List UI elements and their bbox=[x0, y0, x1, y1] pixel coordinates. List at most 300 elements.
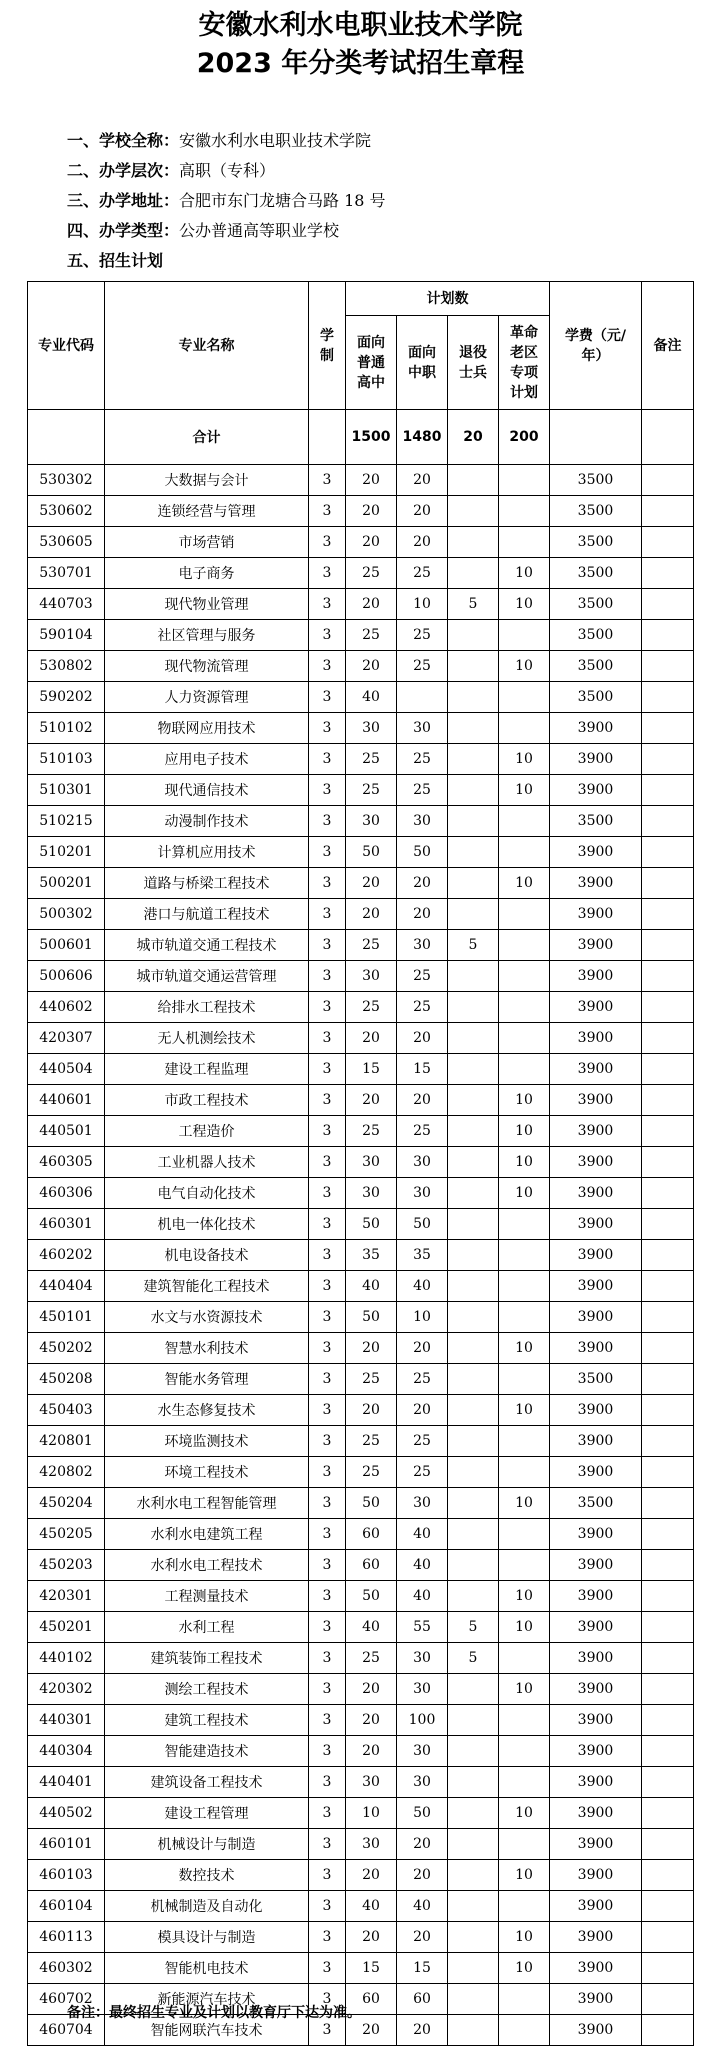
cell-code: 460704 bbox=[28, 2015, 105, 2046]
cell-revolutionary bbox=[499, 930, 550, 961]
cell-revolutionary bbox=[499, 1054, 550, 1085]
cell-vocational: 25 bbox=[397, 651, 448, 682]
cell-fee: 3900 bbox=[550, 775, 642, 806]
cell-major-name: 智能水务管理 bbox=[105, 1364, 309, 1395]
cell-years: 3 bbox=[309, 899, 346, 930]
cell-vocational: 30 bbox=[397, 1643, 448, 1674]
cell-code: 450205 bbox=[28, 1519, 105, 1550]
cell-code: 510102 bbox=[28, 713, 105, 744]
cell-revolutionary bbox=[499, 1023, 550, 1054]
cell-remark bbox=[642, 744, 694, 775]
cell-vocational: 10 bbox=[397, 589, 448, 620]
cell-major-name: 水生态修复技术 bbox=[105, 1395, 309, 1426]
cell-veteran bbox=[448, 651, 499, 682]
cell-veteran bbox=[448, 1395, 499, 1426]
cell-general: 25 bbox=[346, 1643, 397, 1674]
cell-vocational: 25 bbox=[397, 1457, 448, 1488]
cell-revolutionary bbox=[499, 899, 550, 930]
header-plan: 计划数 bbox=[346, 282, 550, 316]
cell-revolutionary: 10 bbox=[499, 558, 550, 589]
table-row bbox=[28, 992, 694, 1023]
cell-years: 3 bbox=[309, 868, 346, 899]
cell-veteran bbox=[448, 1054, 499, 1085]
info-value: 高职（专科） bbox=[179, 161, 276, 180]
cell-revolutionary bbox=[499, 1891, 550, 1922]
cell-code: 420301 bbox=[28, 1581, 105, 1612]
header-name: 专业名称 bbox=[105, 282, 309, 410]
table-row bbox=[28, 1364, 694, 1395]
table-row bbox=[28, 1829, 694, 1860]
cell-code: 460202 bbox=[28, 1240, 105, 1271]
cell-years: 3 bbox=[309, 620, 346, 651]
cell-major-name: 水文与水资源技术 bbox=[105, 1302, 309, 1333]
cell-vocational: 30 bbox=[397, 713, 448, 744]
header-years bbox=[309, 282, 346, 410]
cell-years: 3 bbox=[309, 558, 346, 589]
cell-remark bbox=[642, 1302, 694, 1333]
cell-years: 3 bbox=[309, 1488, 346, 1519]
cell-years: 3 bbox=[309, 1736, 346, 1767]
cell-fee: 3900 bbox=[550, 1147, 642, 1178]
enrollment-plan-table bbox=[27, 281, 694, 2046]
cell-major-name: 新能源汽车技术 bbox=[105, 1984, 309, 2015]
cell-code: 450201 bbox=[28, 1612, 105, 1643]
document-title: 安徽水利水电职业技术学院 bbox=[198, 10, 523, 41]
cell-veteran bbox=[448, 1085, 499, 1116]
cell-general: 20 bbox=[346, 1333, 397, 1364]
table-row bbox=[28, 1519, 694, 1550]
table-row bbox=[28, 806, 694, 837]
cell-revolutionary bbox=[499, 527, 550, 558]
table-row bbox=[28, 1116, 694, 1147]
info-label: 五、招生计划 bbox=[67, 251, 164, 270]
cell-general: 20 bbox=[346, 1860, 397, 1891]
cell-fee: 3900 bbox=[550, 961, 642, 992]
cell-vocational: 20 bbox=[397, 527, 448, 558]
table-row bbox=[28, 1674, 694, 1705]
header-general bbox=[346, 316, 397, 410]
cell-major-name: 社区管理与服务 bbox=[105, 620, 309, 651]
cell-major-name: 现代物流管理 bbox=[105, 651, 309, 682]
cell-code: 500606 bbox=[28, 961, 105, 992]
table-row bbox=[28, 620, 694, 651]
cell-fee: 3500 bbox=[550, 496, 642, 527]
cell-remark bbox=[642, 1736, 694, 1767]
cell-veteran bbox=[448, 1674, 499, 1705]
cell-revolutionary bbox=[499, 682, 550, 713]
table-row bbox=[28, 1457, 694, 1488]
cell-major-name: 道路与桥梁工程技术 bbox=[105, 868, 309, 899]
cell-fee: 3900 bbox=[550, 713, 642, 744]
cell-code: 530701 bbox=[28, 558, 105, 589]
cell-general: 30 bbox=[346, 1147, 397, 1178]
cell-major-name: 建设工程管理 bbox=[105, 1798, 309, 1829]
cell-veteran bbox=[448, 713, 499, 744]
cell-code: 440601 bbox=[28, 1085, 105, 1116]
cell-veteran bbox=[448, 1116, 499, 1147]
cell-fee: 3900 bbox=[550, 1984, 642, 2015]
cell-remark bbox=[642, 589, 694, 620]
cell-revolutionary: 10 bbox=[499, 1116, 550, 1147]
cell-remark bbox=[642, 1581, 694, 1612]
cell-fee: 3900 bbox=[550, 837, 642, 868]
cell-revolutionary: 10 bbox=[499, 1488, 550, 1519]
info-label: 四、办学类型： bbox=[67, 221, 180, 240]
cell-code: 500201 bbox=[28, 868, 105, 899]
cell-vocational: 25 bbox=[397, 620, 448, 651]
cell-years: 3 bbox=[309, 1085, 346, 1116]
cell-veteran bbox=[448, 1891, 499, 1922]
cell-remark bbox=[642, 527, 694, 558]
cell-major-name: 工业机器人技术 bbox=[105, 1147, 309, 1178]
total-vocational: 1480 bbox=[397, 410, 448, 465]
cell-fee: 3900 bbox=[550, 1736, 642, 1767]
cell-remark bbox=[642, 465, 694, 496]
cell-veteran bbox=[448, 1767, 499, 1798]
cell-major-name: 计算机应用技术 bbox=[105, 837, 309, 868]
cell-major-name: 应用电子技术 bbox=[105, 744, 309, 775]
cell-vocational: 20 bbox=[397, 1395, 448, 1426]
cell-vocational: 30 bbox=[397, 806, 448, 837]
cell-remark bbox=[642, 651, 694, 682]
cell-code: 510301 bbox=[28, 775, 105, 806]
cell-general: 50 bbox=[346, 1302, 397, 1333]
cell-general: 30 bbox=[346, 1829, 397, 1860]
cell-vocational: 30 bbox=[397, 1488, 448, 1519]
cell-vocational: 30 bbox=[397, 1674, 448, 1705]
cell-remark bbox=[642, 1457, 694, 1488]
cell-general: 25 bbox=[346, 1116, 397, 1147]
cell-remark bbox=[642, 1612, 694, 1643]
cell-years: 3 bbox=[309, 1023, 346, 1054]
cell-code: 460305 bbox=[28, 1147, 105, 1178]
cell-fee: 3900 bbox=[550, 1767, 642, 1798]
cell-veteran bbox=[448, 527, 499, 558]
cell-years: 3 bbox=[309, 713, 346, 744]
cell-remark bbox=[642, 930, 694, 961]
cell-remark bbox=[642, 1488, 694, 1519]
cell-general: 20 bbox=[346, 1395, 397, 1426]
cell-veteran bbox=[448, 1333, 499, 1364]
cell-revolutionary: 10 bbox=[499, 1612, 550, 1643]
cell-years: 3 bbox=[309, 1395, 346, 1426]
cell-veteran bbox=[448, 1581, 499, 1612]
cell-general: 40 bbox=[346, 1891, 397, 1922]
cell-revolutionary bbox=[499, 1829, 550, 1860]
cell-code: 440502 bbox=[28, 1798, 105, 1829]
cell-vocational: 20 bbox=[397, 868, 448, 899]
cell-fee: 3900 bbox=[550, 744, 642, 775]
cell-code: 440301 bbox=[28, 1705, 105, 1736]
cell-general: 20 bbox=[346, 1674, 397, 1705]
cell-vocational: 15 bbox=[397, 1054, 448, 1085]
cell-years: 3 bbox=[309, 1116, 346, 1147]
cell-veteran bbox=[448, 1426, 499, 1457]
cell-general: 50 bbox=[346, 837, 397, 868]
cell-major-name: 水利工程 bbox=[105, 1612, 309, 1643]
document-subtitle: 2023 年分类考试招生章程 bbox=[196, 48, 525, 79]
cell-fee: 3900 bbox=[550, 1519, 642, 1550]
header-general-label: 面向普通高中 bbox=[357, 334, 385, 391]
cell-remark bbox=[642, 992, 694, 1023]
cell-veteran bbox=[448, 682, 499, 713]
table-row bbox=[28, 465, 694, 496]
cell-years: 3 bbox=[309, 1860, 346, 1891]
cell-years: 3 bbox=[309, 930, 346, 961]
table-row bbox=[28, 775, 694, 806]
cell-major-name: 港口与航道工程技术 bbox=[105, 899, 309, 930]
cell-fee: 3500 bbox=[550, 465, 642, 496]
cell-revolutionary bbox=[499, 1302, 550, 1333]
cell-fee: 3900 bbox=[550, 1891, 642, 1922]
cell-general: 40 bbox=[346, 1271, 397, 1302]
cell-remark bbox=[642, 620, 694, 651]
cell-remark bbox=[642, 1550, 694, 1581]
cell-veteran bbox=[448, 837, 499, 868]
info-label: 二、办学层次： bbox=[67, 161, 180, 180]
cell-major-name: 建筑工程技术 bbox=[105, 1705, 309, 1736]
cell-veteran bbox=[448, 1922, 499, 1953]
cell-years: 3 bbox=[309, 465, 346, 496]
table-row bbox=[28, 682, 694, 713]
cell-fee: 3900 bbox=[550, 1457, 642, 1488]
cell-code: 440304 bbox=[28, 1736, 105, 1767]
cell-veteran bbox=[448, 496, 499, 527]
header-remark: 备注 bbox=[642, 282, 694, 410]
header-fee-label: 学费（元/年） bbox=[564, 327, 627, 364]
cell-vocational: 25 bbox=[397, 1116, 448, 1147]
table-row bbox=[28, 1333, 694, 1364]
table-row bbox=[28, 1860, 694, 1891]
cell-veteran bbox=[448, 1178, 499, 1209]
table-row bbox=[28, 1891, 694, 1922]
cell-revolutionary bbox=[499, 1209, 550, 1240]
cell-major-name: 机电一体化技术 bbox=[105, 1209, 309, 1240]
cell-code: 450203 bbox=[28, 1550, 105, 1581]
cell-fee: 3900 bbox=[550, 1829, 642, 1860]
table-row bbox=[28, 558, 694, 589]
cell-vocational: 25 bbox=[397, 992, 448, 1023]
cell-revolutionary bbox=[499, 961, 550, 992]
cell-revolutionary bbox=[499, 2015, 550, 2046]
cell-veteran bbox=[448, 1798, 499, 1829]
total-revolutionary: 200 bbox=[499, 410, 550, 465]
cell-remark bbox=[642, 558, 694, 589]
cell-veteran bbox=[448, 775, 499, 806]
cell-general: 15 bbox=[346, 1953, 397, 1984]
cell-major-name: 市场营销 bbox=[105, 527, 309, 558]
cell-fee: 3900 bbox=[550, 1922, 642, 1953]
table-row bbox=[28, 1426, 694, 1457]
cell-remark bbox=[642, 1271, 694, 1302]
cell-vocational: 55 bbox=[397, 1612, 448, 1643]
cell-veteran bbox=[448, 1736, 499, 1767]
cell-major-name: 给排水工程技术 bbox=[105, 992, 309, 1023]
cell-revolutionary: 10 bbox=[499, 1147, 550, 1178]
cell-fee: 3900 bbox=[550, 1953, 642, 1984]
cell-veteran bbox=[448, 1953, 499, 1984]
school-info bbox=[67, 126, 386, 276]
table-row bbox=[28, 744, 694, 775]
cell-veteran bbox=[448, 992, 499, 1023]
cell-veteran bbox=[448, 1302, 499, 1333]
cell-fee: 3900 bbox=[550, 1395, 642, 1426]
table-row bbox=[28, 1147, 694, 1178]
info-row-level bbox=[67, 156, 386, 186]
table-row bbox=[28, 1085, 694, 1116]
cell-years: 3 bbox=[309, 1984, 346, 2015]
cell-years: 3 bbox=[309, 1519, 346, 1550]
cell-veteran: 5 bbox=[448, 589, 499, 620]
cell-code: 510103 bbox=[28, 744, 105, 775]
cell-general: 40 bbox=[346, 1612, 397, 1643]
cell-major-name: 智能网联汽车技术 bbox=[105, 2015, 309, 2046]
cell-fee: 3900 bbox=[550, 1271, 642, 1302]
cell-code: 510215 bbox=[28, 806, 105, 837]
cell-revolutionary bbox=[499, 1736, 550, 1767]
cell-major-name: 建筑智能化工程技术 bbox=[105, 1271, 309, 1302]
table-row bbox=[28, 1643, 694, 1674]
cell-years: 3 bbox=[309, 806, 346, 837]
cell-vocational: 10 bbox=[397, 1302, 448, 1333]
cell-fee: 3900 bbox=[550, 1178, 642, 1209]
cell-vocational: 20 bbox=[397, 496, 448, 527]
cell-major-name: 智慧水利技术 bbox=[105, 1333, 309, 1364]
table-row bbox=[28, 527, 694, 558]
cell-fee: 3900 bbox=[550, 1023, 642, 1054]
cell-revolutionary bbox=[499, 465, 550, 496]
table-row bbox=[28, 651, 694, 682]
cell-revolutionary: 10 bbox=[499, 1953, 550, 1984]
cell-general: 20 bbox=[346, 465, 397, 496]
table-row bbox=[28, 713, 694, 744]
cell-revolutionary: 10 bbox=[499, 744, 550, 775]
cell-veteran bbox=[448, 1488, 499, 1519]
cell-major-name: 市政工程技术 bbox=[105, 1085, 309, 1116]
cell-major-name: 现代物业管理 bbox=[105, 589, 309, 620]
table-row bbox=[28, 1395, 694, 1426]
cell-revolutionary bbox=[499, 1767, 550, 1798]
cell-code: 500302 bbox=[28, 899, 105, 930]
table-row bbox=[28, 1240, 694, 1271]
cell-years: 3 bbox=[309, 1798, 346, 1829]
cell-revolutionary bbox=[499, 1271, 550, 1302]
cell-general: 25 bbox=[346, 1364, 397, 1395]
cell-fee: 3500 bbox=[550, 651, 642, 682]
cell-code: 450204 bbox=[28, 1488, 105, 1519]
cell-vocational: 20 bbox=[397, 1085, 448, 1116]
cell-code: 590104 bbox=[28, 620, 105, 651]
cell-revolutionary bbox=[499, 1240, 550, 1271]
cell-fee: 3900 bbox=[550, 992, 642, 1023]
cell-general: 20 bbox=[346, 1085, 397, 1116]
cell-veteran bbox=[448, 806, 499, 837]
table-row bbox=[28, 1922, 694, 1953]
cell-fee: 3900 bbox=[550, 930, 642, 961]
table-row bbox=[28, 961, 694, 992]
cell-vocational: 15 bbox=[397, 1953, 448, 1984]
cell-years: 3 bbox=[309, 1364, 346, 1395]
cell-general: 40 bbox=[346, 682, 397, 713]
cell-fee: 3900 bbox=[550, 2015, 642, 2046]
cell-major-name: 机械制造及自动化 bbox=[105, 1891, 309, 1922]
cell-code: 460113 bbox=[28, 1922, 105, 1953]
cell-general: 20 bbox=[346, 1023, 397, 1054]
table-row bbox=[28, 1581, 694, 1612]
cell-general: 20 bbox=[346, 527, 397, 558]
info-value: 公办普通高等职业学校 bbox=[179, 221, 340, 240]
cell-code: 510201 bbox=[28, 837, 105, 868]
table-row bbox=[28, 1767, 694, 1798]
cell-revolutionary bbox=[499, 1984, 550, 2015]
total-fee bbox=[550, 410, 642, 465]
cell-major-name: 水利水电工程技术 bbox=[105, 1550, 309, 1581]
total-general: 1500 bbox=[346, 410, 397, 465]
cell-remark bbox=[642, 961, 694, 992]
cell-general: 20 bbox=[346, 651, 397, 682]
cell-vocational: 50 bbox=[397, 1798, 448, 1829]
cell-years: 3 bbox=[309, 1178, 346, 1209]
cell-years: 3 bbox=[309, 651, 346, 682]
table-row bbox=[28, 1705, 694, 1736]
header-revolutionary bbox=[499, 316, 550, 410]
cell-revolutionary: 10 bbox=[499, 1333, 550, 1364]
table-row bbox=[28, 1798, 694, 1829]
cell-years: 3 bbox=[309, 496, 346, 527]
table-row bbox=[28, 868, 694, 899]
cell-vocational: 25 bbox=[397, 744, 448, 775]
cell-revolutionary: 10 bbox=[499, 589, 550, 620]
header-code: 专业代码 bbox=[28, 282, 105, 410]
cell-general: 50 bbox=[346, 1581, 397, 1612]
cell-vocational: 20 bbox=[397, 1333, 448, 1364]
cell-general: 25 bbox=[346, 775, 397, 806]
cell-code: 440401 bbox=[28, 1767, 105, 1798]
cell-general: 30 bbox=[346, 713, 397, 744]
cell-revolutionary bbox=[499, 837, 550, 868]
info-row-type bbox=[67, 216, 386, 246]
cell-fee: 3900 bbox=[550, 1581, 642, 1612]
cell-revolutionary bbox=[499, 1457, 550, 1488]
cell-vocational: 30 bbox=[397, 1178, 448, 1209]
cell-fee: 3900 bbox=[550, 1643, 642, 1674]
cell-remark bbox=[642, 1023, 694, 1054]
cell-remark bbox=[642, 1829, 694, 1860]
cell-code: 440602 bbox=[28, 992, 105, 1023]
table-row bbox=[28, 496, 694, 527]
cell-code: 420302 bbox=[28, 1674, 105, 1705]
cell-fee: 3500 bbox=[550, 527, 642, 558]
cell-major-name: 工程造价 bbox=[105, 1116, 309, 1147]
cell-remark bbox=[642, 1147, 694, 1178]
header-fee bbox=[550, 282, 642, 410]
cell-vocational: 25 bbox=[397, 558, 448, 589]
cell-remark bbox=[642, 1643, 694, 1674]
cell-code: 450208 bbox=[28, 1364, 105, 1395]
cell-revolutionary bbox=[499, 806, 550, 837]
cell-code: 530802 bbox=[28, 651, 105, 682]
table-row bbox=[28, 899, 694, 930]
cell-revolutionary bbox=[499, 1519, 550, 1550]
total-row bbox=[28, 410, 694, 465]
cell-years: 3 bbox=[309, 1302, 346, 1333]
cell-revolutionary: 10 bbox=[499, 651, 550, 682]
cell-years: 3 bbox=[309, 1240, 346, 1271]
cell-fee: 3500 bbox=[550, 1364, 642, 1395]
cell-general: 25 bbox=[346, 1426, 397, 1457]
cell-vocational: 30 bbox=[397, 1147, 448, 1178]
cell-years: 3 bbox=[309, 1767, 346, 1798]
